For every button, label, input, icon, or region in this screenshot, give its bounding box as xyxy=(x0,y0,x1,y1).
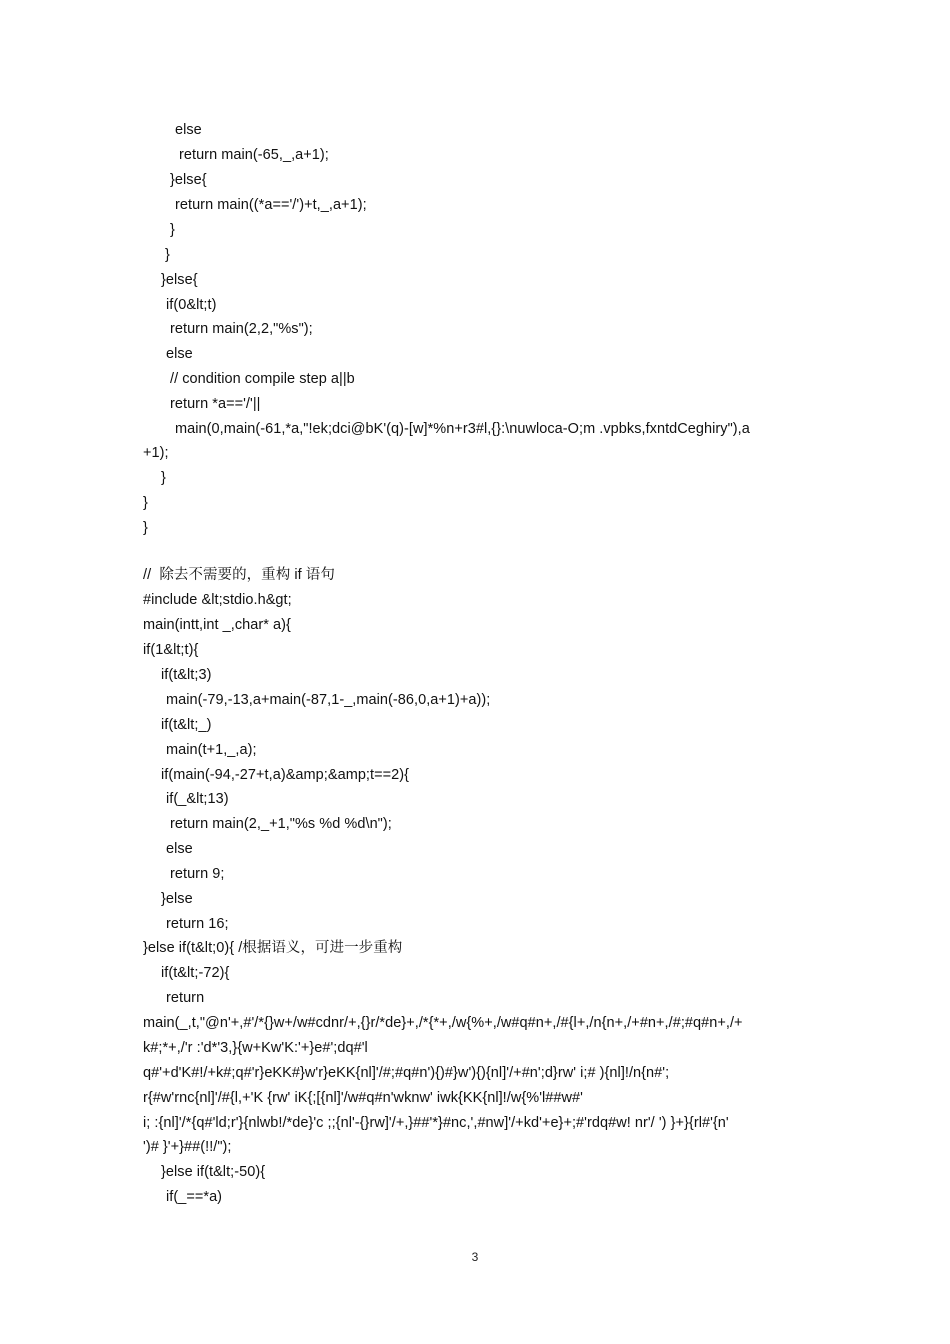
code-line: main(_,t,"@n'+,#'/*{}w+/w#cdnr/+,{}r/*de}+,/*{*+,/w{%+,/w#q#n+,/#{l+,/n{n+,/+#n+,/#;#q#n+,/+ xyxy=(143,1015,743,1031)
code-line: return main(2,2,"%s"); xyxy=(170,321,313,337)
code-line: +1); xyxy=(143,445,169,461)
code-line: if(main(-94,-27+t,a)&amp;&amp;t==2){ xyxy=(161,767,410,783)
code-line: if(0&lt;t) xyxy=(166,297,217,313)
code-line: r{#w'rnc{nl]'/#{l,+'K {rw' iK{;[{nl]'/w#q#n'wknw' iwk{KK{nl]!/w{%'l##w#' xyxy=(143,1090,583,1106)
code-line: main(intt,int _,char* a){ xyxy=(143,617,291,633)
page-number: 3 xyxy=(471,1250,479,1264)
code-line: main(0,main(-61,*a,"!ek;dci@bK'(q)-[w]*%n+r3#l,{}:\nuwloca-O;m .vpbks,fxntdCeghiry"),a xyxy=(175,421,750,437)
code-line: // condition compile step a||b xyxy=(170,371,355,387)
code-line: else xyxy=(166,346,193,362)
code-line: return xyxy=(166,990,205,1006)
code-line: }else{ xyxy=(161,272,198,288)
code-line: return main((*a=='/')+t,_,a+1); xyxy=(175,197,367,213)
code-line: }else xyxy=(161,891,193,907)
code-line: if(t&lt;3) xyxy=(161,667,212,683)
code-line: return 9; xyxy=(170,866,225,882)
code-line: if(_&lt;13) xyxy=(166,791,229,807)
code-line: return main(-65,_,a+1); xyxy=(179,147,329,163)
code-line: // 除去不需要的，重构 if 语句 xyxy=(143,567,335,583)
code-line: else xyxy=(175,122,202,138)
code-line: if(t&lt;-72){ xyxy=(161,965,230,981)
code-line: } xyxy=(161,470,166,486)
code-line: }else if(t&lt;-50){ xyxy=(161,1164,266,1180)
code-line: } xyxy=(165,247,170,263)
code-line: if(t&lt;_) xyxy=(161,717,212,733)
code-line: q#'+d'K#!/+k#;q#'r}eKK#}w'r}eKK{nl]'/#;#q#n'){)#}w'){){nl]'/+#n';d}rw' i;# ){nl]!/n{n#'; xyxy=(143,1065,670,1081)
code-line: if(_==*a) xyxy=(166,1189,223,1205)
code-line: return *a=='/'|| xyxy=(170,396,261,412)
code-line: k#;*+,/'r :'d*'3,}{w+Kw'K:'+}e#';dq#'l xyxy=(143,1040,368,1056)
code-line: i; :{nl]'/*{q#'ld;r'}{nlwb!/*de}'c ;;{nl'-{}rw]'/+,}##'*}#nc,',#nw]'/+kd'+e}+;#'rdq#w! nr'/ ') }+}{rl#'{n' xyxy=(143,1115,729,1131)
code-line: main(t+1,_,a); xyxy=(166,742,257,758)
code-line: } xyxy=(143,495,148,511)
code-line: }else{ xyxy=(170,172,207,188)
code-line: else xyxy=(166,841,193,857)
code-line: }else if(t&lt;0){ /根据语义，可进一步重构 xyxy=(143,940,403,956)
code-line: #include &lt;stdio.h&gt; xyxy=(143,592,292,608)
code-line: return 16; xyxy=(166,916,229,932)
code-line: return main(2,_+1,"%s %d %d\n"); xyxy=(170,816,392,832)
code-line: main(-79,-13,a+main(-87,1-_,main(-86,0,a+1)+a)); xyxy=(166,692,491,708)
code-line: } xyxy=(143,520,148,536)
code-line: ')# }'+}##(!!/"); xyxy=(143,1139,232,1155)
code-line: if(1&lt;t){ xyxy=(143,642,199,658)
code-line: } xyxy=(170,222,175,238)
